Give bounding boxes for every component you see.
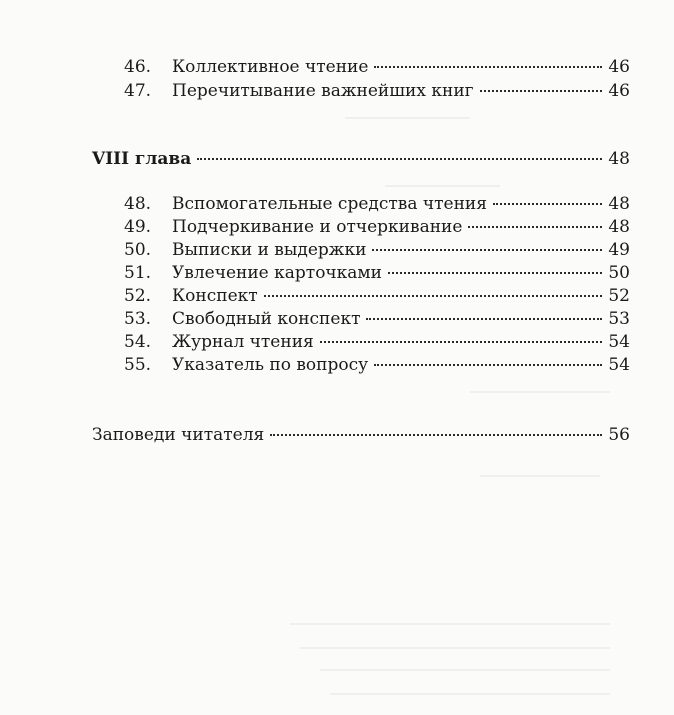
toc-entry (124, 193, 630, 215)
chapter-page: 48 (608, 149, 630, 169)
leader-dots (372, 249, 602, 251)
entry-number: 48. (124, 194, 152, 214)
entry-number: 46. (124, 57, 152, 77)
leader-dots (366, 318, 602, 320)
entry-title: Увлечение карточками (172, 263, 382, 283)
entry-page: 46 (608, 81, 630, 101)
toc-entry (124, 216, 630, 238)
toc-entry (124, 285, 630, 307)
leader-dots (320, 341, 603, 343)
entry-number: 55. (124, 355, 152, 375)
chapter-title: VIII глава (92, 149, 192, 169)
entry-page: 54 (608, 332, 630, 352)
entry-page: 56 (608, 425, 630, 445)
leader-dots (468, 226, 602, 228)
entry-page: 49 (608, 240, 630, 260)
entry-page: 48 (608, 217, 630, 237)
entry-number: 47. (124, 81, 152, 101)
toc-entry (124, 56, 630, 78)
toc-entry (124, 80, 630, 102)
entry-page: 52 (608, 286, 630, 306)
entry-page: 48 (608, 194, 630, 214)
entry-title: Заповеди читателя (92, 425, 265, 445)
entry-title: Вспомогательные средства чтения (172, 194, 487, 214)
entry-number: 51. (124, 263, 152, 283)
entry-title: Выписки и выдержки (172, 240, 367, 260)
entry-title: Указатель по вопросу (172, 355, 369, 375)
toc-entry (124, 354, 630, 376)
toc-entry (124, 239, 630, 261)
entry-title: Подчеркивание и отчеркивание (172, 217, 463, 237)
entry-page: 46 (608, 57, 630, 77)
leader-dots (264, 295, 603, 297)
leader-dots (374, 364, 602, 366)
entry-title: Конспект (172, 286, 258, 306)
leader-dots (480, 90, 603, 92)
entry-page: 50 (608, 263, 630, 283)
leader-dots (388, 272, 602, 274)
toc-entry (124, 331, 630, 353)
toc-entry (124, 262, 630, 284)
leader-dots (270, 434, 602, 436)
leader-dots (197, 158, 602, 160)
entry-page: 53 (608, 309, 630, 329)
entry-title: Перечитывание важнейших книг (172, 81, 474, 101)
entry-title: Коллективное чтение (172, 57, 369, 77)
entry-number: 49. (124, 217, 152, 237)
entry-number: 54. (124, 332, 152, 352)
toc-entry (124, 308, 630, 330)
leader-dots (374, 66, 602, 68)
toc-chapter (92, 148, 630, 170)
entry-title: Журнал чтения (172, 332, 314, 352)
entry-page: 54 (608, 355, 630, 375)
leader-dots (493, 203, 602, 205)
entry-number: 50. (124, 240, 152, 260)
entry-title: Свободный конспект (172, 309, 361, 329)
entry-number: 52. (124, 286, 152, 306)
entry-number: 53. (124, 309, 152, 329)
toc-entry-final (92, 424, 630, 446)
